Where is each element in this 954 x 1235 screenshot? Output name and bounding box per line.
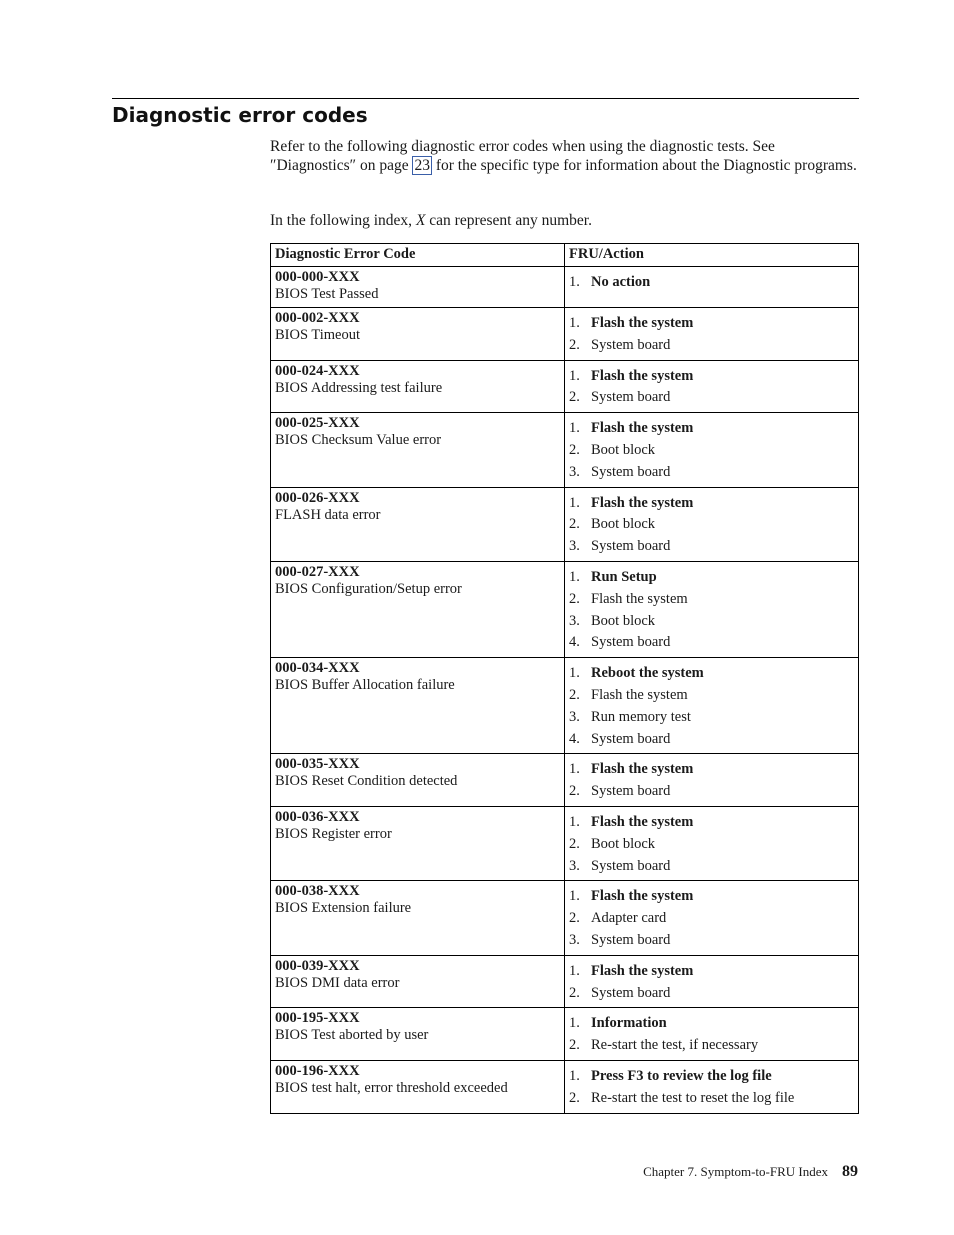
error-description: BIOS Test aborted by user [275, 1027, 429, 1044]
action-list [569, 272, 854, 294]
step-number: 2. [569, 389, 580, 406]
error-description: BIOS Addressing test failure [275, 379, 443, 396]
error-code-cell [271, 487, 565, 561]
action-step [569, 387, 854, 409]
action-list [569, 418, 854, 483]
error-code-cell [271, 308, 565, 361]
action-list [569, 759, 854, 803]
action-list [569, 1066, 854, 1110]
fru-action-cell [565, 267, 859, 308]
step-number: 4. [569, 634, 580, 651]
step-number: 3. [569, 857, 580, 874]
error-code: 000-196-XXX [275, 1062, 360, 1079]
error-description: BIOS Extension failure [275, 900, 412, 917]
action-step [569, 1013, 854, 1035]
error-code: 000-026-XXX [275, 489, 360, 506]
step-text: Flash the system [591, 590, 688, 607]
step-text: System board [591, 538, 671, 555]
error-code: 000-034-XXX [275, 660, 360, 677]
step-text: Boot block [591, 441, 656, 458]
fru-action-cell [565, 360, 859, 413]
error-description: BIOS Register error [275, 825, 392, 842]
step-text: System board [591, 783, 671, 800]
step-number: 3. [569, 931, 580, 948]
fru-action-cell [565, 308, 859, 361]
error-description: BIOS test halt, error threshold exceeded [275, 1079, 508, 1096]
column-header-code: Diagnostic Error Code [271, 244, 565, 267]
table-row [271, 487, 859, 561]
step-text: Run Setup [591, 568, 657, 585]
step-number: 1. [569, 274, 580, 290]
action-step [569, 418, 854, 440]
action-step [569, 812, 854, 834]
error-code-cell [271, 360, 565, 413]
table-row [271, 806, 859, 880]
error-code: 000-036-XXX [275, 808, 360, 825]
step-text: Press F3 to review the log file [591, 1067, 772, 1084]
step-number: 2. [569, 686, 580, 703]
action-step [569, 632, 854, 654]
step-text: Reboot the system [591, 665, 704, 682]
step-number: 1. [569, 665, 580, 682]
step-number: 3. [569, 463, 580, 480]
fru-action-cell [565, 658, 859, 754]
error-description: BIOS Buffer Allocation failure [275, 677, 455, 694]
table-row [271, 658, 859, 754]
error-description: BIOS Reset Condition detected [275, 773, 458, 790]
index-note [270, 211, 592, 230]
step-number: 1. [569, 1015, 580, 1032]
step-text: Boot block [591, 612, 656, 629]
step-number: 1. [569, 1067, 580, 1084]
action-list [569, 663, 854, 750]
step-text: System board [591, 984, 671, 1001]
action-step [569, 1035, 854, 1057]
column-header-action: FRU/Action [565, 244, 859, 267]
step-number: 2. [569, 910, 580, 927]
action-step [569, 536, 854, 558]
step-text: System board [591, 857, 671, 874]
action-step [569, 663, 854, 685]
intro-text-start: Refer to the following diagnostic error codes when using the diagnostic tests. See ″Diagnostics″ on page [270, 138, 775, 174]
error-description: BIOS Timeout [275, 327, 361, 343]
action-step [569, 834, 854, 856]
action-step [569, 567, 854, 589]
step-text: Adapter card [591, 910, 667, 927]
error-code-cell [271, 267, 565, 308]
action-step [569, 781, 854, 803]
action-step [569, 856, 854, 878]
step-number: 1. [569, 420, 580, 437]
error-code: 000-002-XXX [275, 310, 360, 326]
table-row [271, 413, 859, 487]
table-row [271, 754, 859, 807]
page-number: 89 [842, 1163, 858, 1180]
action-step [569, 611, 854, 633]
step-number: 3. [569, 612, 580, 629]
step-number: 1. [569, 761, 580, 778]
action-step [569, 729, 854, 751]
step-text: Information [591, 1015, 667, 1032]
step-text: No action [591, 274, 651, 290]
action-step [569, 440, 854, 462]
step-text: Flash the system [591, 813, 694, 830]
error-code-cell [271, 561, 565, 657]
action-step [569, 707, 854, 729]
action-step [569, 313, 854, 335]
step-number: 3. [569, 708, 580, 725]
step-number: 1. [569, 813, 580, 830]
index-note-start: In the following index, [270, 212, 416, 229]
step-text: Flash the system [591, 367, 694, 384]
action-step [569, 335, 854, 357]
action-step [569, 1066, 854, 1088]
fru-action-cell [565, 561, 859, 657]
error-description: BIOS Checksum Value error [275, 432, 442, 449]
step-number: 1. [569, 315, 580, 331]
fru-action-cell [565, 955, 859, 1008]
action-list [569, 812, 854, 877]
intro-paragraph [270, 137, 860, 175]
step-number: 1. [569, 568, 580, 585]
error-code: 000-035-XXX [275, 756, 360, 773]
error-code-cell [271, 413, 565, 487]
fru-action-cell [565, 413, 859, 487]
step-number: 4. [569, 730, 580, 747]
action-step [569, 514, 854, 536]
action-step [569, 589, 854, 611]
fru-action-cell [565, 487, 859, 561]
step-text: Boot block [591, 516, 656, 533]
action-step [569, 366, 854, 388]
page-title: Diagnostic error codes [112, 103, 368, 127]
error-code-cell [271, 658, 565, 754]
error-code: 000-038-XXX [275, 883, 360, 900]
action-step [569, 1088, 854, 1110]
step-text: Flash the system [591, 494, 694, 511]
fru-action-cell [565, 754, 859, 807]
table-row [271, 308, 859, 361]
fru-action-cell [565, 881, 859, 955]
step-number: 2. [569, 336, 580, 353]
error-code: 000-195-XXX [275, 1010, 360, 1027]
step-text: Boot block [591, 835, 656, 852]
error-code: 000-039-XXX [275, 957, 360, 974]
action-list [569, 567, 854, 654]
index-variable: X [415, 212, 426, 229]
table-row [271, 267, 859, 308]
error-code: 000-027-XXX [275, 563, 360, 580]
step-number: 2. [569, 835, 580, 852]
action-list [569, 366, 854, 410]
step-text: Flash the system [591, 888, 694, 905]
table-row [271, 1008, 859, 1061]
error-code-cell [271, 1060, 565, 1113]
table-row [271, 360, 859, 413]
error-description: FLASH data error [275, 506, 381, 523]
fru-action-cell [565, 806, 859, 880]
diagnostic-codes-table [270, 243, 859, 1114]
step-number: 1. [569, 494, 580, 511]
error-code-cell [271, 881, 565, 955]
step-number: 2. [569, 1037, 580, 1054]
step-number: 2. [569, 783, 580, 800]
error-description: BIOS DMI data error [275, 974, 400, 991]
fru-action-cell [565, 1008, 859, 1061]
step-text: System board [591, 931, 671, 948]
error-code: 000-024-XXX [275, 362, 360, 379]
table-row [271, 1060, 859, 1113]
action-step [569, 272, 854, 294]
action-step [569, 983, 854, 1005]
action-list [569, 961, 854, 1005]
page-footer [643, 1161, 858, 1183]
action-step [569, 886, 854, 908]
error-code: 000-000-XXX [275, 269, 360, 285]
step-text: System board [591, 336, 671, 353]
step-text: Re-start the test to reset the log file [591, 1089, 795, 1106]
step-number: 2. [569, 1089, 580, 1106]
step-number: 2. [569, 441, 580, 458]
table-row [271, 881, 859, 955]
action-step [569, 961, 854, 983]
action-step [569, 908, 854, 930]
index-note-end: can represent any number. [425, 212, 592, 229]
action-list [569, 1013, 854, 1057]
step-text: System board [591, 634, 671, 651]
step-text: System board [591, 389, 671, 406]
step-text: Run memory test [591, 708, 691, 725]
step-number: 2. [569, 516, 580, 533]
step-text: System board [591, 730, 671, 747]
error-code-cell [271, 955, 565, 1008]
error-code-cell [271, 1008, 565, 1061]
intro-text-end: for the specific type for information about the Diagnostic programs. [431, 157, 857, 174]
step-number: 1. [569, 888, 580, 905]
table-body [271, 267, 859, 1114]
action-list [569, 313, 854, 357]
step-number: 2. [569, 984, 580, 1001]
heading-rule [112, 98, 859, 99]
action-step [569, 930, 854, 952]
action-step [569, 493, 854, 515]
step-text: Flash the system [591, 686, 688, 703]
step-number: 2. [569, 590, 580, 607]
table-row [271, 561, 859, 657]
error-code-cell [271, 754, 565, 807]
table-header-row [271, 244, 859, 267]
action-step [569, 759, 854, 781]
step-text: Flash the system [591, 761, 694, 778]
fru-action-cell [565, 1060, 859, 1113]
action-step [569, 685, 854, 707]
error-description: BIOS Test Passed [275, 286, 379, 302]
error-description: BIOS Configuration/Setup error [275, 580, 462, 597]
step-text: System board [591, 463, 671, 480]
step-number: 1. [569, 962, 580, 979]
page-reference-link[interactable]: 23 [414, 157, 430, 174]
action-step [569, 462, 854, 484]
error-code: 000-025-XXX [275, 415, 360, 432]
step-text: Flash the system [591, 420, 694, 437]
error-code-cell [271, 806, 565, 880]
step-number: 1. [569, 367, 580, 384]
action-list [569, 886, 854, 951]
chapter-title: Chapter 7. Symptom-to-FRU Index [643, 1164, 828, 1179]
step-text: Re-start the test, if necessary [591, 1037, 759, 1054]
action-list [569, 493, 854, 558]
table-row [271, 955, 859, 1008]
step-text: Flash the system [591, 315, 694, 331]
step-number: 3. [569, 538, 580, 555]
step-text: Flash the system [591, 962, 694, 979]
